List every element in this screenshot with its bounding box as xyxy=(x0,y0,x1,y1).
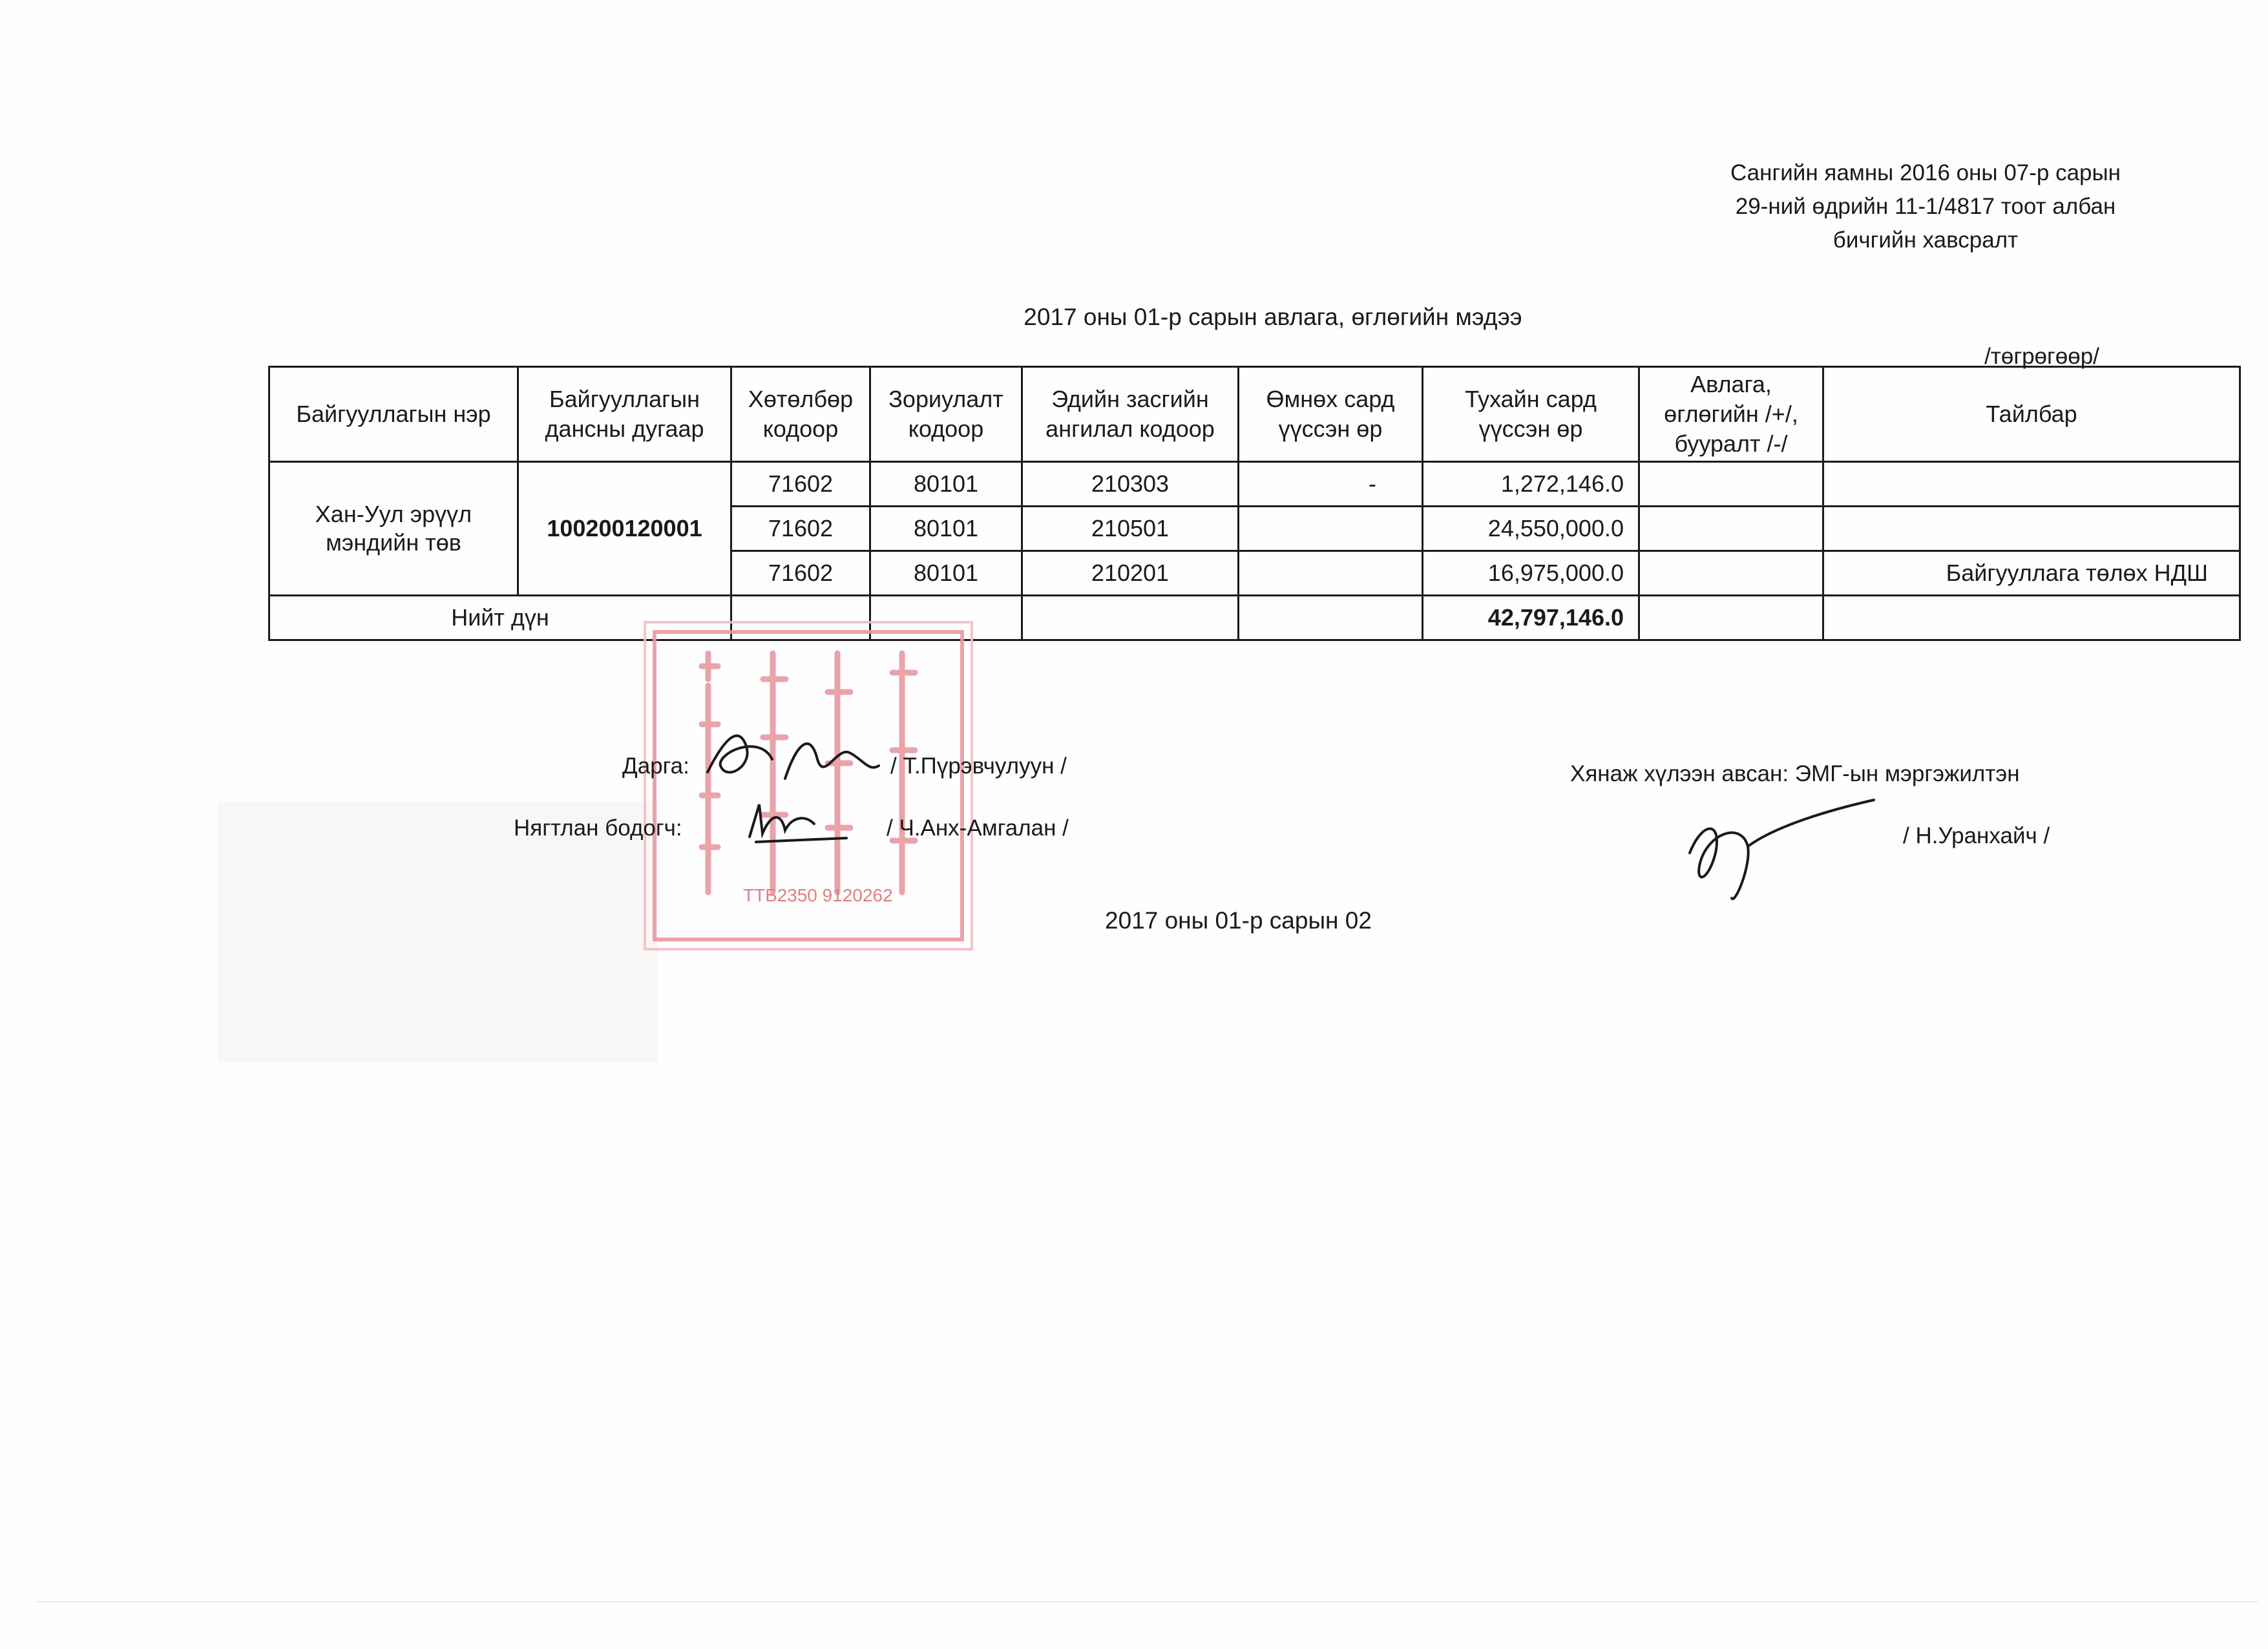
attachment-note-line-1: Сангийн яамны 2016 оны 07-р сарын xyxy=(1730,160,2121,185)
col-header-current-debt: Тухайн сард үүссэн өр xyxy=(1423,367,1639,462)
program-code-cell: 71602 xyxy=(731,551,870,596)
account-no-cell: 100200120001 xyxy=(518,462,731,596)
col-header-prev-debt: Өмнөх сард үүссэн өр xyxy=(1239,367,1423,462)
total-value-cell: 42,797,146.0 xyxy=(1423,596,1639,640)
change-cell xyxy=(1639,507,1823,551)
prev-debt-cell: - xyxy=(1239,462,1423,507)
econ-code-cell: 210201 xyxy=(1022,551,1239,596)
total-empty-cell xyxy=(1022,596,1239,640)
col-header-econ-code: Эдийн засгийн ангилал кодоор xyxy=(1022,367,1239,462)
col-header-program-code: Хөтөлбөр кодоор xyxy=(731,367,870,462)
receivables-payables-table xyxy=(268,366,2241,641)
econ-code-cell: 210501 xyxy=(1022,507,1239,551)
total-row xyxy=(269,596,2240,640)
note-cell xyxy=(1823,462,2240,507)
table-header-row xyxy=(269,367,2240,462)
reviewer-label: Хянаж хүлээн авсан: ЭМГ-ын мэргэжилтэн xyxy=(1570,761,2020,786)
col-header-purpose-code: Зориулалт кодоор xyxy=(870,367,1022,462)
attachment-note xyxy=(1602,156,2249,257)
note-cell xyxy=(1823,507,2240,551)
program-code-cell: 71602 xyxy=(731,507,870,551)
prev-debt-cell xyxy=(1239,551,1423,596)
accountant-label: Нягтлан бодогч: xyxy=(514,815,682,841)
note-cell: Байгууллага төлөх НДШ xyxy=(1823,551,2240,596)
document-title: 2017 оны 01-р сарын авлага, өглөгийн мэдээ xyxy=(1024,304,1522,330)
document-date: 2017 оны 01-р сарын 02 xyxy=(1105,907,1372,934)
org-name-cell: Хан-Уул эрүүл мэндийн төв xyxy=(269,462,518,596)
prev-debt-cell xyxy=(1239,507,1423,551)
change-cell xyxy=(1639,551,1823,596)
seal-registration-number: ТТБ2350 9120262 xyxy=(743,885,893,905)
accountant-name: / Ч.Анх-Амгалан / xyxy=(887,815,1069,841)
table-row xyxy=(269,462,2240,507)
director-label: Дарга: xyxy=(622,753,689,779)
current-debt-cell: 1,272,146.0 xyxy=(1423,462,1639,507)
current-debt-cell: 24,550,000.0 xyxy=(1423,507,1639,551)
total-empty-cell xyxy=(1823,596,2240,640)
col-header-org-name: Байгууллагын нэр xyxy=(269,367,518,462)
col-header-account-no: Байгууллагын дансны дугаар xyxy=(518,367,731,462)
total-empty-cell xyxy=(1639,596,1823,640)
attachment-note-line-3: бичгийн хавсралт xyxy=(1832,227,2019,253)
reviewer-signature xyxy=(1670,795,1884,911)
current-debt-cell: 16,975,000.0 xyxy=(1423,551,1639,596)
currency-unit-note: /төгрөгөөр/ xyxy=(1984,344,2099,369)
program-code-cell: 71602 xyxy=(731,462,870,507)
reviewer-name: / Н.Уранхайч / xyxy=(1903,823,2050,848)
scan-edge-line xyxy=(36,1601,2258,1602)
purpose-code-cell: 80101 xyxy=(870,551,1022,596)
total-empty-cell xyxy=(1239,596,1423,640)
purpose-code-cell: 80101 xyxy=(870,462,1022,507)
attachment-note-line-2: 29-ний өдрийн 11-1/4817 тоот албан xyxy=(1735,194,2116,219)
director-name: / Т.Пүрэвчулуун / xyxy=(890,753,1067,779)
total-label-cell: Нийт дүн xyxy=(269,596,731,640)
change-cell xyxy=(1639,462,1823,507)
purpose-code-cell: 80101 xyxy=(870,507,1022,551)
econ-code-cell: 210303 xyxy=(1022,462,1239,507)
col-header-change: Авлага, өглөгийн /+/, бууралт /-/ xyxy=(1639,367,1823,462)
accountant-signature xyxy=(743,798,853,850)
col-header-note: Тайлбар xyxy=(1823,367,2240,462)
director-signature xyxy=(701,720,888,798)
